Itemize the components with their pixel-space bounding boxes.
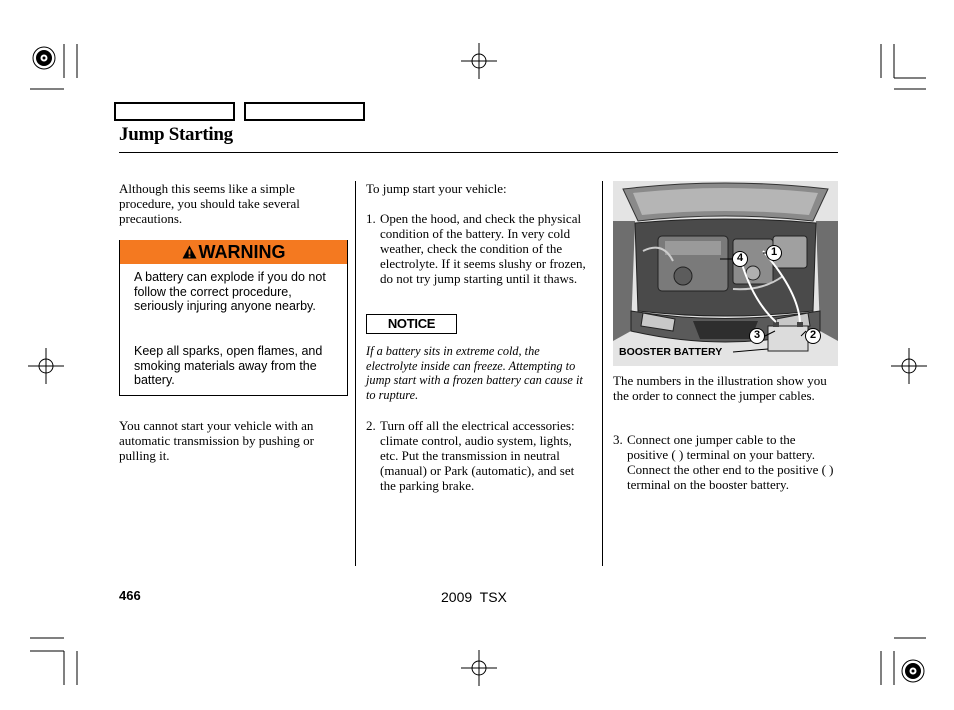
- model-name: 2009 TSX: [441, 589, 507, 605]
- notice-text: If a battery sits in extreme cold, the electrolyte inside can freeze. Attempting to jump start with a frozen battery can cause it to rupture.: [366, 344, 583, 403]
- step-2-number: 2.: [366, 418, 376, 433]
- engine-bay-illustration: [613, 181, 838, 366]
- warning-header: [120, 240, 347, 264]
- notice-label: NOTICE: [366, 314, 457, 334]
- page-title: Jump Starting: [119, 124, 233, 145]
- header-tab-right: [244, 102, 365, 121]
- header-tab-left: [114, 102, 235, 121]
- warning-label: WARNING: [198, 242, 286, 262]
- column-divider-1: [355, 181, 356, 566]
- callout-3: 3: [754, 329, 761, 341]
- callout-4: 4: [737, 252, 744, 264]
- engine-bay-drawing: [613, 181, 838, 366]
- warning-triangle-icon: [182, 245, 197, 259]
- step-3-text: Connect one jumper cable to the positive ( ) terminal on your battery. Connect the other end to the positive ( ) terminal on the booster battery.: [627, 432, 834, 492]
- step-1-number: 1.: [366, 211, 376, 226]
- title-rule: [119, 152, 838, 153]
- step-1-text: Open the hood, and check the physical condition of the battery. In very cold weather, check the condition of the electrolyte. If it seems slushy or frozen, do not try jump starting until it thaws.: [380, 211, 586, 286]
- step-2-text: Turn off all the electrical accessories: climate control, audio system, lights, etc. Put the transmission in neutral (manual) or Park (automatic), and set the parking brake.: [380, 418, 575, 493]
- booster-battery-label: BOOSTER BATTERY: [619, 346, 723, 358]
- page-number: 466: [119, 588, 141, 603]
- warning-text-2: Keep all sparks, open flames, and smoking materials away from the battery.: [134, 344, 323, 388]
- step-3-number: 3.: [613, 432, 623, 447]
- warning-box: [119, 240, 348, 396]
- warning-text-1: A battery can explode if you do not follow the correct procedure, seriously injuring anyone nearby.: [134, 270, 326, 314]
- callout-1: 1: [771, 246, 778, 258]
- intro-paragraph: Although this seems like a simple procedure, you should take several precautions.: [119, 181, 300, 226]
- transmission-note: You cannot start your vehicle with an automatic transmission by pushing or pulling it.: [119, 418, 314, 463]
- callout-2: 2: [810, 329, 817, 341]
- column-divider-2: [602, 181, 603, 566]
- procedure-lead: To jump start your vehicle:: [366, 181, 507, 196]
- illustration-note: The numbers in the illustration show you the order to connect the jumper cables.: [613, 373, 827, 403]
